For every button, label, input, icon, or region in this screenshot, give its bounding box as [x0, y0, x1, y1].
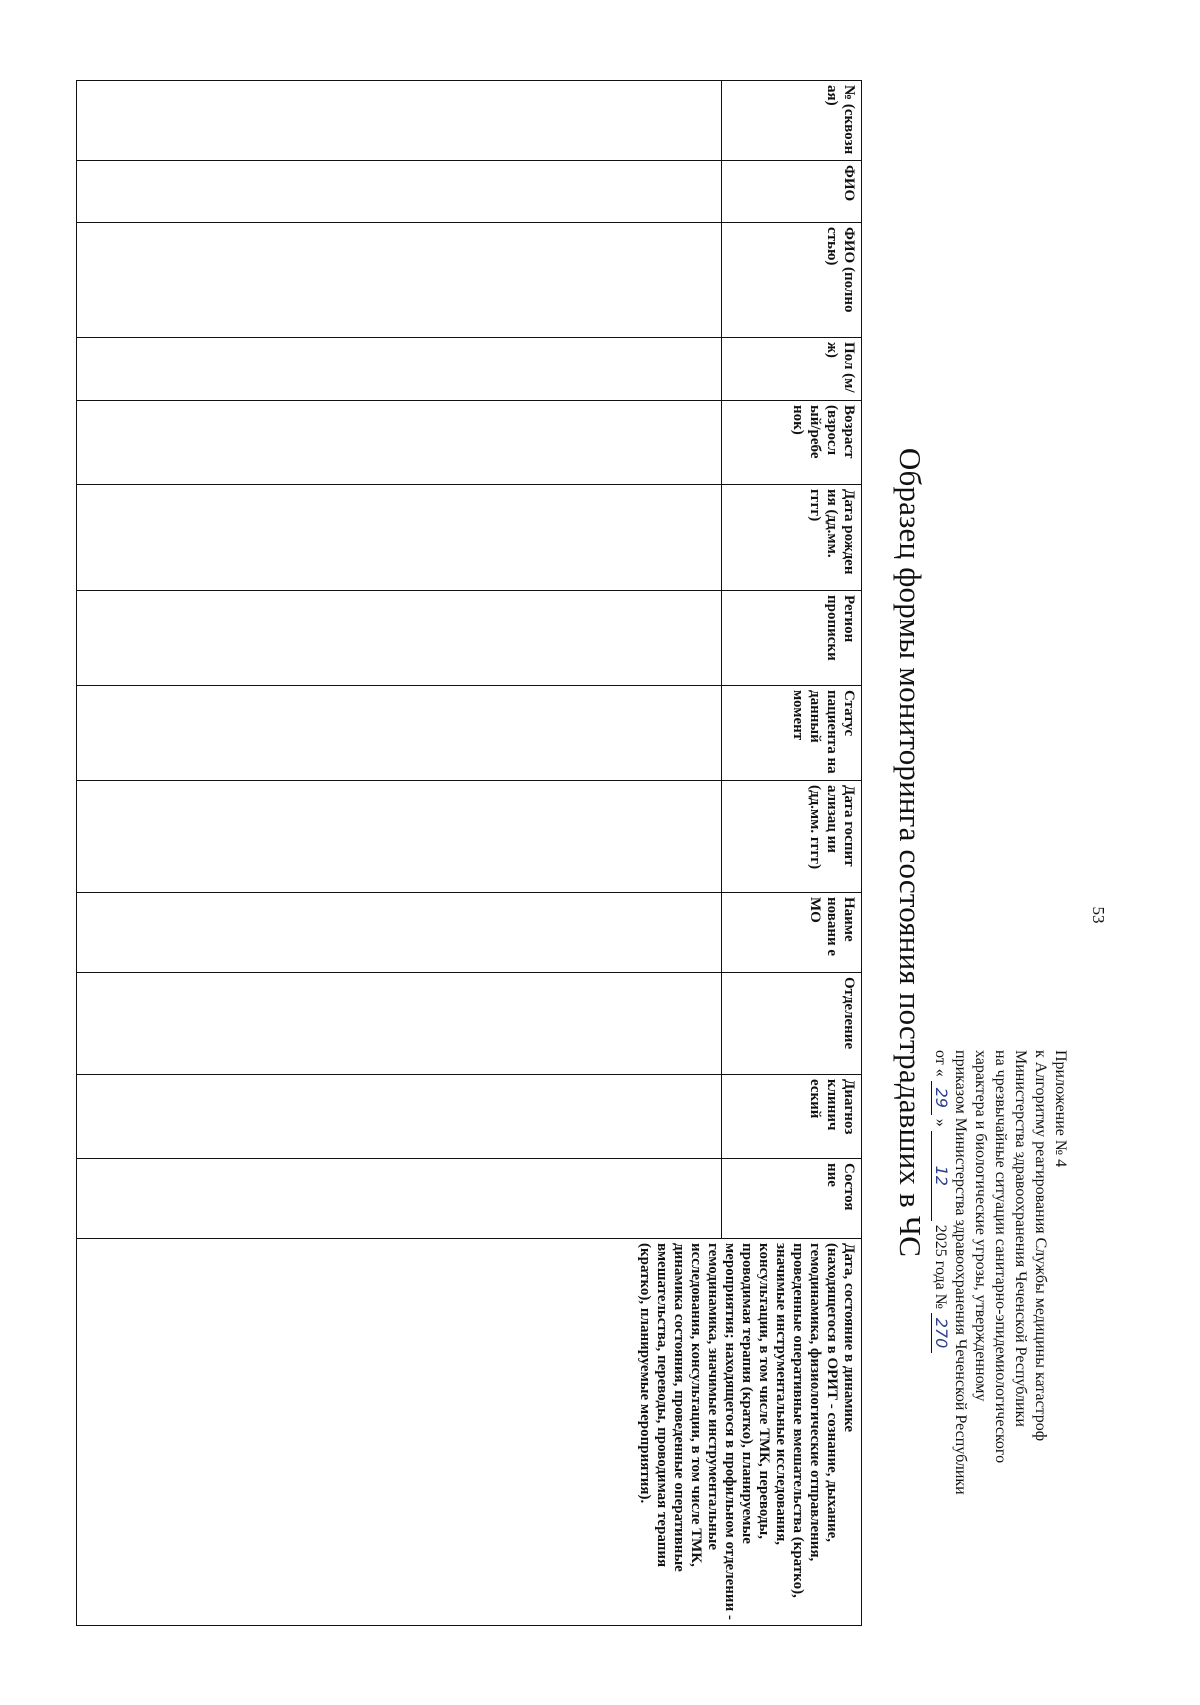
- column-header: Отделение: [722, 973, 862, 1075]
- document-title: Образец формы мониторинга состояния пострадавших в ЧС: [893, 447, 928, 1258]
- icu-text: - сознание, дыхание, гемодинамика, физиологические отправления, проведенные оперативные вмешательства (кратко), значимые инструментальные исследования, консультации, в том числе ТМК, переводы, проводимая терапия (кратко), планируемые мероприятия;: [722, 1243, 840, 1598]
- date-year: 2025 года №: [932, 1224, 949, 1309]
- date-mid: »: [932, 1118, 949, 1127]
- column-header: Дата рожден ия (дд.мм. гггг): [722, 485, 862, 591]
- column-header: Пол (м/ж): [722, 338, 862, 401]
- empty-cell: [77, 591, 722, 686]
- empty-cell: [77, 485, 722, 591]
- empty-cell: [77, 781, 722, 893]
- appendix-date-line: [930, 1050, 950, 1610]
- empty-cell: [77, 1075, 722, 1159]
- appendix-block: [930, 1050, 1070, 1610]
- column-header: № (сквозн ая): [722, 81, 862, 161]
- empty-cell: [77, 973, 722, 1075]
- dynamics-column-header: [77, 1239, 862, 1626]
- empty-cell: [77, 338, 722, 401]
- appendix-line: к Алгоритму реагирования Службы медицины катастроф: [1032, 1050, 1049, 1442]
- empty-cell: [77, 686, 722, 781]
- date-prefix: от «: [932, 1050, 949, 1077]
- appendix-line: Приложение № 4: [1052, 1050, 1069, 1168]
- appendix-line: Министерства здравоохранения Чеченской Республики: [1012, 1050, 1029, 1427]
- column-header: Диагноз клинич еский: [722, 1075, 862, 1159]
- handwritten-day: 29: [931, 1081, 950, 1115]
- empty-cell: [77, 81, 722, 161]
- empty-cell: [77, 893, 722, 973]
- appendix-line: на чрезвычайные ситуации санитарно-эпидемиологического: [992, 1050, 1009, 1464]
- empty-cell: [77, 161, 722, 223]
- column-header: Регион прописки: [722, 591, 862, 686]
- empty-cell: [77, 223, 722, 338]
- page-number: 53: [1089, 906, 1108, 924]
- ward-label: находящегося в профильном отделении: [722, 1342, 738, 1612]
- table-header-row: [722, 81, 862, 1626]
- column-header: Состоя ние: [722, 1159, 862, 1239]
- column-header: ФИО (полно стью): [722, 223, 862, 338]
- appendix-line: характера и биологические угрозы, утвержденному: [972, 1050, 989, 1402]
- icu-label: (находящегося в ОРИТ: [824, 1243, 840, 1400]
- column-header: Возраст (взросл ый/ребе нок): [722, 401, 862, 485]
- monitoring-form-table: [76, 80, 862, 1626]
- empty-cell: [77, 401, 722, 485]
- empty-cell: [77, 1159, 722, 1239]
- handwritten-month: 12: [931, 1131, 950, 1221]
- column-header: ФИО: [722, 161, 862, 223]
- column-header: Наиме новани е МО: [722, 893, 862, 973]
- column-header: Дата госпит ализац ии (дд.мм. гггг): [722, 781, 862, 893]
- dynamics-heading: Дата, состояние в динамике: [841, 1243, 857, 1433]
- column-header: Статус пациента на данный момент: [722, 686, 862, 781]
- appendix-line: приказом Министерства здравоохранения Чеченской Республики: [952, 1050, 969, 1495]
- handwritten-order-number: 270: [931, 1313, 950, 1353]
- ward-text: - гемодинамика, значимые инструментальные исследования, консультации, в том числе ТМК, динамика состояния, проведенные оперативные вмешательства, переводы, проводимая терапия (кратко), планируемые мероприятия).: [637, 1243, 738, 1620]
